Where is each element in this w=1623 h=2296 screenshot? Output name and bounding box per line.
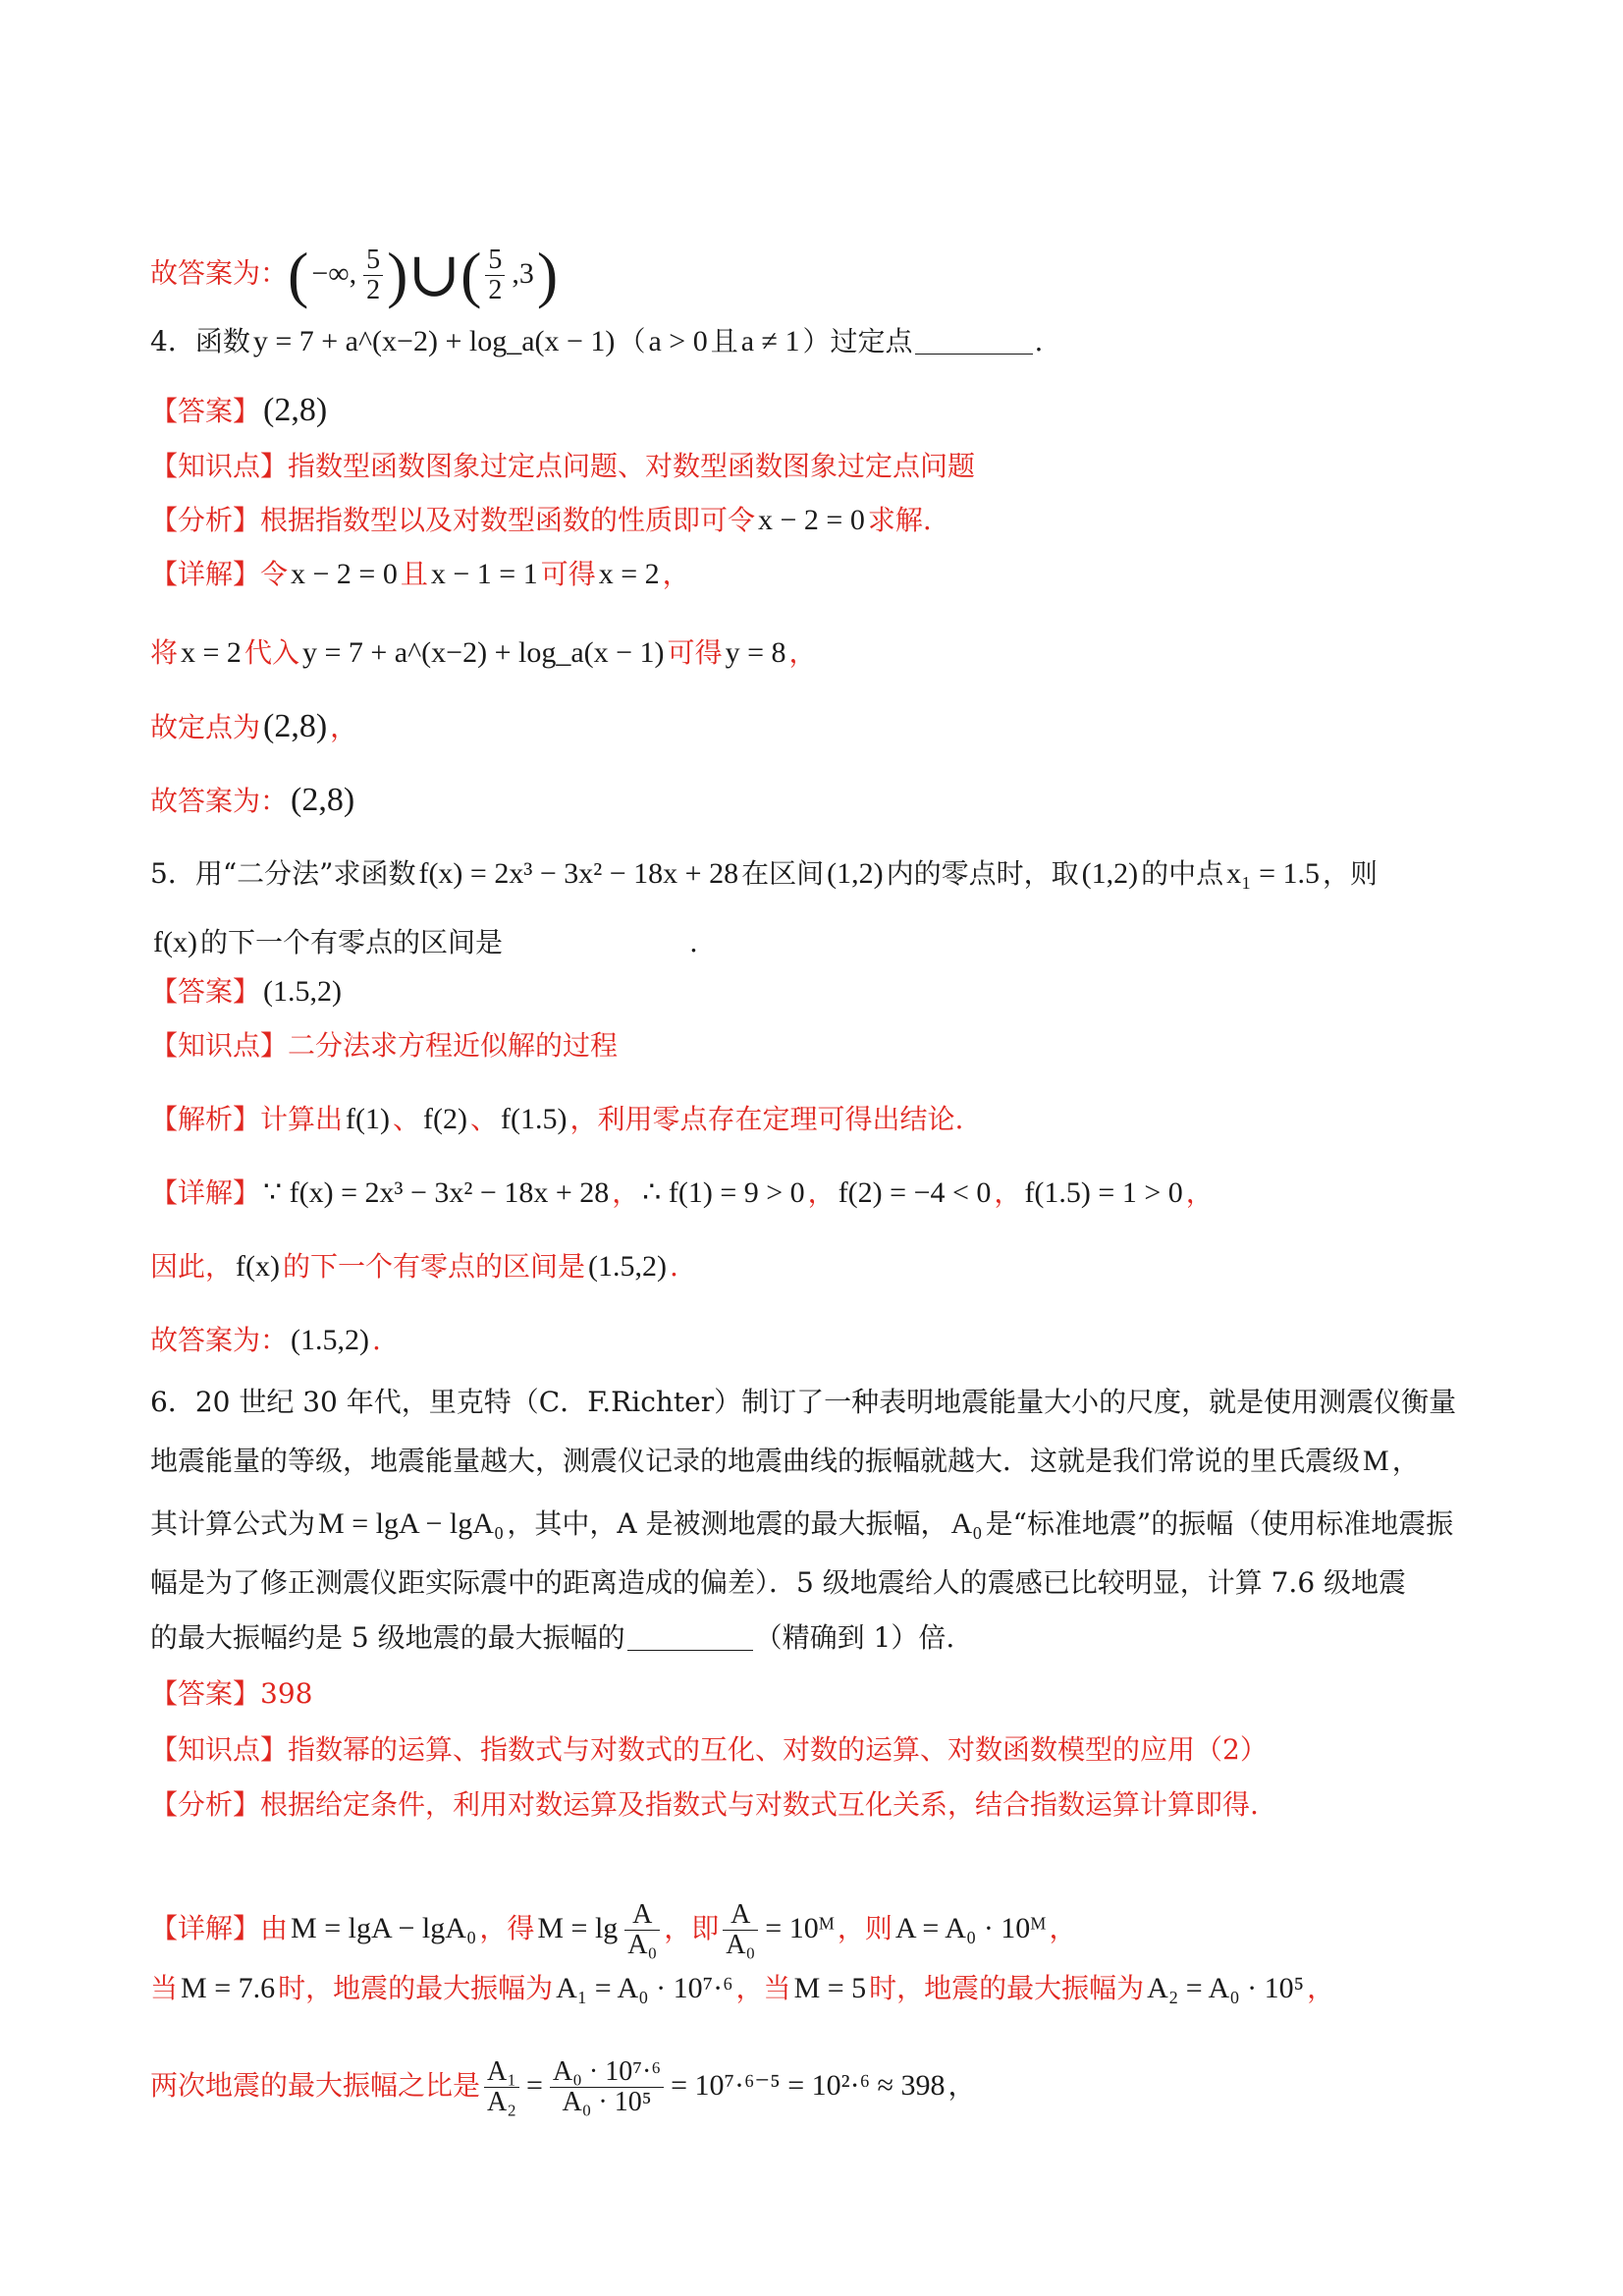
text-segment: 时，地震的最大振幅为 bbox=[278, 1972, 554, 2004]
answer-blank bbox=[915, 326, 1033, 355]
text-segment: 【答案】398 bbox=[150, 1677, 313, 1710]
fraction-numerator: A₀ · 10⁷·⁶ bbox=[550, 2057, 664, 2088]
math-expression: x − 2 = 0 bbox=[758, 504, 865, 536]
fraction bbox=[624, 1900, 660, 1960]
text-segment: 的最大振幅约是 5 级地震的最大振幅的 bbox=[150, 1621, 625, 1654]
answer-blank bbox=[627, 1622, 753, 1651]
text-segment: 将 bbox=[150, 636, 179, 669]
math-expression: M = 5 bbox=[793, 1972, 867, 2004]
text-segment: 内的零点时，取 bbox=[886, 857, 1079, 890]
text-segment: ，其中，A 是被测地震的最大振幅， bbox=[507, 1507, 948, 1540]
math-expression: f(1) bbox=[346, 1103, 390, 1135]
text-line-l26 bbox=[150, 1900, 1473, 1960]
math-expression: f(x) bbox=[236, 1250, 280, 1283]
text-segment: 在区间 bbox=[741, 857, 825, 890]
fraction-numerator: A bbox=[723, 1900, 758, 1931]
text-segment: ， bbox=[662, 558, 690, 590]
math-expression: M = lgA − lgA₀ bbox=[291, 1912, 477, 1944]
fraction-numerator: A₁ bbox=[484, 2057, 519, 2088]
math-expression: A₁ = A₀ · 10⁷·⁶ bbox=[556, 1972, 733, 2004]
math-expression: ) bbox=[536, 240, 559, 309]
text-segment: ， bbox=[612, 1176, 640, 1209]
text-segment: 4．函数 bbox=[150, 325, 250, 357]
text-segment: 且 bbox=[710, 325, 738, 357]
math-expression: = bbox=[526, 2069, 543, 2102]
text-line-l1 bbox=[150, 240, 1473, 309]
text-line-l3 bbox=[150, 391, 1473, 431]
math-expression: f(1.5) = 1 > 0 bbox=[1024, 1176, 1183, 1209]
math-expression: f(2) = −4 < 0 bbox=[838, 1176, 992, 1209]
math-expression: y = 7 + a^(x−2) + log_a(x − 1) bbox=[301, 636, 665, 669]
math-expression: ∴ f(1) = 9 > 0 bbox=[642, 1176, 805, 1209]
math-expression: (1,2) bbox=[1081, 857, 1139, 890]
text-segment: ， bbox=[1307, 1972, 1335, 2004]
text-segment: 的中点 bbox=[1141, 857, 1224, 890]
math-expression: ∵ f(x) = 2x³ − 3x² − 18x + 28 bbox=[263, 1176, 610, 1209]
fraction-numerator: 5 bbox=[363, 246, 383, 276]
text-segment: 当 bbox=[150, 1972, 179, 2004]
text-line-l15 bbox=[150, 1174, 1473, 1213]
text-line-l2 bbox=[150, 322, 1473, 361]
math-expression: (1.5,2) bbox=[588, 1250, 667, 1283]
text-segment: 因此， bbox=[150, 1250, 234, 1283]
fraction bbox=[484, 2057, 519, 2117]
text-segment: ， bbox=[947, 2069, 976, 2102]
math-expression: y = 8 bbox=[725, 636, 786, 669]
text-segment: ，即 bbox=[664, 1912, 720, 1944]
math-expression: x = 2 bbox=[598, 558, 660, 590]
math-expression: = 10⁷·⁶⁻⁵ = 10²·⁶ ≈ 398 bbox=[671, 2069, 946, 2102]
fraction-denominator: A₀ · 10⁵ bbox=[562, 2087, 652, 2117]
text-segment: 是“标准地震”的振幅（使用标准地震振 bbox=[985, 1507, 1454, 1540]
text-segment: 6．20 世纪 30 年代，里克特（C．F.Richter）制订了一种表明地震能量大小的尺度，就是使用测震仪衡量 bbox=[150, 1386, 1457, 1418]
text-segment: 【详解】由 bbox=[150, 1912, 289, 1944]
text-segment: 的下一个有零点的区间是 bbox=[199, 926, 503, 958]
math-expression: x − 1 = 1 bbox=[430, 558, 538, 590]
text-segment: . bbox=[1034, 325, 1044, 357]
text-segment: 故答案为： bbox=[150, 256, 289, 290]
fraction-numerator: A bbox=[624, 1900, 660, 1931]
text-line-l13 bbox=[150, 1026, 1473, 1066]
text-line-l12 bbox=[150, 972, 1473, 1011]
math-expression: = 10ᴹ bbox=[765, 1912, 835, 1944]
math-expression: M = lgA − lgA₀ bbox=[318, 1507, 505, 1540]
fraction-denominator: 2 bbox=[488, 274, 503, 305]
text-segment: 【知识点】指数型函数图象过定点问题、对数型函数图象过定点问题 bbox=[150, 450, 976, 482]
text-line-l18 bbox=[150, 1383, 1473, 1422]
text-segment: 【知识点】指数幂的运算、指数式与对数式的互化、对数的运算、对数函数模型的应用（2） bbox=[150, 1733, 1268, 1766]
text-segment: 其计算公式为 bbox=[150, 1507, 316, 1540]
text-segment: 可得 bbox=[540, 558, 596, 590]
text-line-l6 bbox=[150, 555, 1473, 594]
text-segment: ， bbox=[330, 711, 358, 743]
text-segment: 故定点为 bbox=[150, 711, 261, 743]
text-segment: ，则 bbox=[1323, 857, 1379, 890]
math-expression: x − 2 = 0 bbox=[291, 558, 398, 590]
text-segment: 代入 bbox=[243, 636, 299, 669]
text-line-l17 bbox=[150, 1321, 1473, 1360]
text-segment: 求解. bbox=[867, 504, 932, 536]
text-segment: ）过定点 bbox=[802, 325, 913, 357]
math-expression: ,3 bbox=[512, 256, 534, 290]
math-expression: A = A₀ · 10ᴹ bbox=[894, 1912, 1047, 1944]
text-segment: 且 bbox=[400, 558, 428, 590]
math-expression: (1.5,2) bbox=[263, 975, 342, 1008]
fraction bbox=[485, 246, 505, 305]
math-expression: M = 7.6 bbox=[181, 1972, 276, 2004]
text-segment: ， bbox=[788, 636, 817, 669]
text-line-l10 bbox=[150, 854, 1473, 894]
text-segment: 、 bbox=[470, 1103, 499, 1135]
text-line-l22 bbox=[150, 1618, 1473, 1658]
text-line-l11 bbox=[150, 923, 1473, 962]
fraction bbox=[723, 1900, 758, 1960]
text-segment: ， bbox=[807, 1176, 836, 1209]
math-expression: x = 2 bbox=[181, 636, 242, 669]
text-line-l21 bbox=[150, 1563, 1473, 1603]
text-line-l14 bbox=[150, 1100, 1473, 1139]
math-expression: M bbox=[1363, 1445, 1389, 1477]
fraction-denominator: 2 bbox=[366, 274, 381, 305]
text-segment: ， bbox=[1391, 1445, 1420, 1477]
text-segment: 的下一个有零点的区间是 bbox=[283, 1250, 586, 1283]
text-line-l9 bbox=[150, 781, 1473, 821]
math-expression: (2,8) bbox=[291, 782, 355, 818]
text-line-l24 bbox=[150, 1730, 1473, 1770]
text-segment: . bbox=[372, 1324, 381, 1356]
math-expression: M = lg bbox=[537, 1912, 619, 1944]
text-segment: 5．用“二分法”求函数 bbox=[150, 857, 416, 890]
text-segment: ，则 bbox=[837, 1912, 893, 1944]
math-expression: f(2) bbox=[423, 1103, 467, 1135]
text-segment: ，利用零点存在定理可得出结论. bbox=[569, 1103, 964, 1135]
text-segment: ， bbox=[1185, 1176, 1214, 1209]
text-segment: 、 bbox=[393, 1103, 421, 1135]
text-segment: 【解析】计算出 bbox=[150, 1103, 344, 1135]
text-segment: 两次地震的最大振幅之比是 bbox=[150, 2069, 481, 2102]
text-segment: （ bbox=[618, 325, 646, 357]
fraction bbox=[363, 246, 383, 305]
text-segment: ， bbox=[994, 1176, 1022, 1209]
math-expression: (1.5,2) bbox=[291, 1324, 369, 1356]
math-expression: a ≠ 1 bbox=[740, 325, 800, 357]
text-segment: 【详解】令 bbox=[150, 558, 289, 590]
math-expression: (1,2) bbox=[827, 857, 884, 890]
text-line-l19 bbox=[150, 1442, 1473, 1481]
math-expression: ( bbox=[288, 240, 309, 309]
text-segment: . bbox=[689, 926, 698, 958]
math-expression: A₀ bbox=[950, 1507, 983, 1540]
text-line-l20 bbox=[150, 1504, 1473, 1544]
math-expression: )∪( bbox=[387, 240, 482, 309]
text-segment: ， bbox=[1049, 1912, 1077, 1944]
text-segment: 【详解】 bbox=[150, 1176, 261, 1209]
fraction-denominator: A₀ bbox=[726, 1930, 756, 1960]
math-expression: (2,8) bbox=[263, 708, 328, 744]
text-segment: 幅是为了修正测震仪距实际震中的距离造成的偏差）．5 级地震给人的震感已比较明显，计算 7.6 级地震 bbox=[150, 1566, 1407, 1599]
text-segment: 【答案】 bbox=[150, 395, 261, 427]
math-expression: y = 7 + a^(x−2) + log_a(x − 1) bbox=[252, 325, 616, 357]
text-line-l5 bbox=[150, 501, 1473, 540]
text-line-l4 bbox=[150, 447, 1473, 486]
text-line-l8 bbox=[150, 707, 1473, 747]
fraction-denominator: A₂ bbox=[487, 2087, 516, 2117]
math-expression: A₂ = A₀ · 10⁵ bbox=[1147, 1972, 1305, 2004]
text-line-l7 bbox=[150, 633, 1473, 673]
text-segment: 【分析】根据指数型以及对数型函数的性质即可令 bbox=[150, 504, 756, 536]
text-line-l23 bbox=[150, 1674, 1473, 1714]
text-segment: 故答案为： bbox=[150, 1324, 289, 1356]
fraction bbox=[550, 2057, 664, 2117]
math-expression: x₁ = 1.5 bbox=[1226, 857, 1320, 890]
math-expression: f(x) = 2x³ − 3x² − 18x + 28 bbox=[418, 857, 739, 890]
fraction-numerator: 5 bbox=[485, 246, 505, 276]
math-expression: −∞, bbox=[311, 256, 357, 290]
text-line-l25 bbox=[150, 1785, 1473, 1825]
text-segment: 时，地震的最大振幅为 bbox=[869, 1972, 1145, 2004]
text-segment: 故答案为： bbox=[150, 785, 289, 817]
text-segment: 【知识点】二分法求方程近似解的过程 bbox=[150, 1029, 619, 1062]
text-segment: 地震能量的等级，地震能量越大，测震仪记录的地震曲线的振幅就越大．这就是我们常说的里氏震级 bbox=[150, 1445, 1361, 1477]
text-segment: 【答案】 bbox=[150, 975, 261, 1008]
text-line-l27 bbox=[150, 1969, 1473, 2008]
fraction-denominator: A₀ bbox=[627, 1930, 658, 1960]
text-segment: ，当 bbox=[735, 1972, 791, 2004]
math-expression: f(1.5) bbox=[501, 1103, 568, 1135]
math-expression: (2,8) bbox=[263, 392, 328, 428]
text-line-l16 bbox=[150, 1247, 1473, 1286]
text-segment: 【分析】根据给定条件，利用对数运算及指数式与对数式互化关系，结合指数运算计算即得. bbox=[150, 1788, 1259, 1821]
text-segment: （精确到 1）倍. bbox=[754, 1621, 955, 1654]
text-line-l28 bbox=[150, 2057, 1473, 2117]
text-segment: . bbox=[670, 1250, 678, 1283]
text-segment: 可得 bbox=[667, 636, 723, 669]
math-expression: a > 0 bbox=[648, 325, 708, 357]
math-expression: f(x) bbox=[153, 926, 197, 958]
text-segment: ，得 bbox=[479, 1912, 535, 1944]
